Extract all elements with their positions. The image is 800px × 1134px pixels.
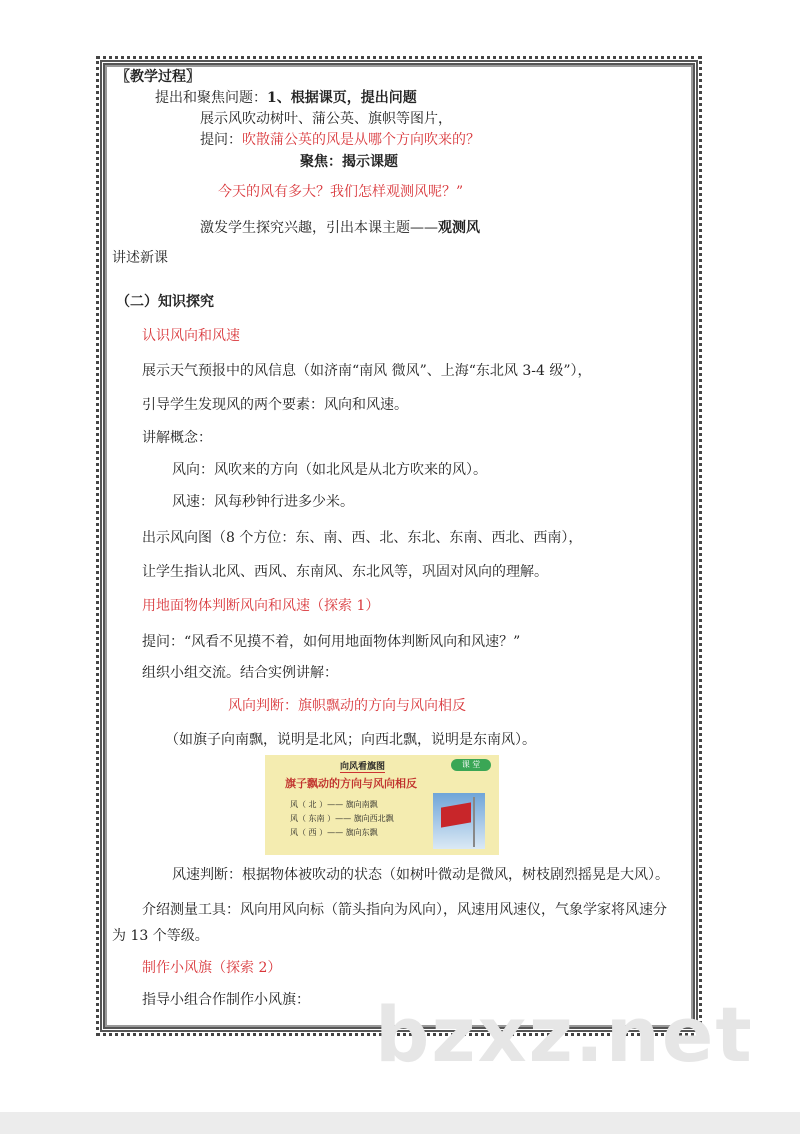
subheading: 认识风向和风速: [142, 328, 240, 344]
text-line: 讲解概念：: [142, 430, 212, 446]
section-heading: 〖教学过程〗: [116, 69, 200, 85]
red-flag-photo: [433, 793, 485, 849]
text-line: 风向：风吹来的方向（如北风是从北方吹来的风）。: [172, 462, 487, 478]
text-line: 为 13 个等级。: [112, 928, 209, 944]
text-span: 吹散蒲公英的风是从哪个方向吹来的？: [242, 132, 480, 148]
slide-row: 风（ 北 ）—— 旗向南飘: [290, 800, 378, 809]
text-span: 提问：: [200, 132, 242, 148]
text-line: 展示风吹动树叶、蒲公英、旗帜等图片，: [200, 111, 452, 127]
text-line: [200, 219, 480, 237]
slide-title: 旗子飘动的方向与风向相反: [285, 777, 417, 790]
text-line: 讲述新课: [112, 250, 168, 266]
text-line: 今天的风有多大？我们怎样观测风呢？”: [218, 184, 464, 200]
text-line: 出示风向图（8 个方位：东、南、西、北、东北、东南、西北、西南），: [142, 530, 583, 546]
slide-badge: 课 堂: [451, 759, 491, 771]
slide-header: 向风看旗图: [340, 759, 385, 773]
subheading: （二）知识探究: [116, 294, 214, 310]
text-line: （如旗子向南飘，说明是北风；向西北飘，说明是东南风）。: [165, 732, 536, 748]
text-line: [155, 89, 417, 107]
watermark: bzxz.net: [375, 990, 754, 1079]
slide-row: 风（ 西 ）—— 旗向东飘: [290, 828, 378, 837]
slide-row: 风（ 东南 ）—— 旗向西北飘: [290, 814, 394, 823]
text-line: [200, 131, 480, 149]
text-span: 观测风: [438, 220, 480, 236]
text-line: 引导学生发现风的两个要素：风向和风速。: [142, 397, 408, 413]
text-line: 风速：风每秒钟行进多少米。: [172, 494, 354, 510]
wind-direction-slide-image: [265, 755, 499, 855]
text-line: 组织小组交流。结合实例讲解：: [142, 665, 338, 681]
text-line: 风速判断：根据物体被吹动的状态（如树叶微动是微风，树枝剧烈摇晃是大风）。: [172, 867, 669, 883]
text-line: 提问：“风看不见摸不着，如何用地面物体判断风向和风速？”: [142, 634, 521, 650]
text-line: 展示天气预报中的风信息（如济南“南风 微风”、上海“东北风 3-4 级”），: [142, 363, 592, 379]
text-line: 介绍测量工具：风向用风向标（箭头指向为风向），风速用风速仪，气象学家将风速分: [142, 902, 667, 918]
text-span: 激发学生探究兴趣，引出本课主题——: [200, 220, 438, 236]
page-bottom-strip: [0, 1112, 800, 1134]
text-line: 风向判断：旗帜飘动的方向与风向相反: [228, 698, 466, 714]
text-span: 提出和聚焦问题：: [155, 90, 267, 106]
text-line: 让学生指认北风、西风、东南风、东北风等，巩固对风向的理解。: [142, 564, 548, 580]
text-line: 聚焦：揭示课题: [300, 154, 398, 170]
subheading: 制作小风旗（探索 2）: [142, 960, 282, 976]
text-line: 指导小组合作制作小风旗：: [142, 992, 310, 1008]
subheading: 用地面物体判断风向和风速（探索 1）: [142, 598, 380, 614]
text-span: 1、根据课页，提出问题: [267, 90, 417, 106]
